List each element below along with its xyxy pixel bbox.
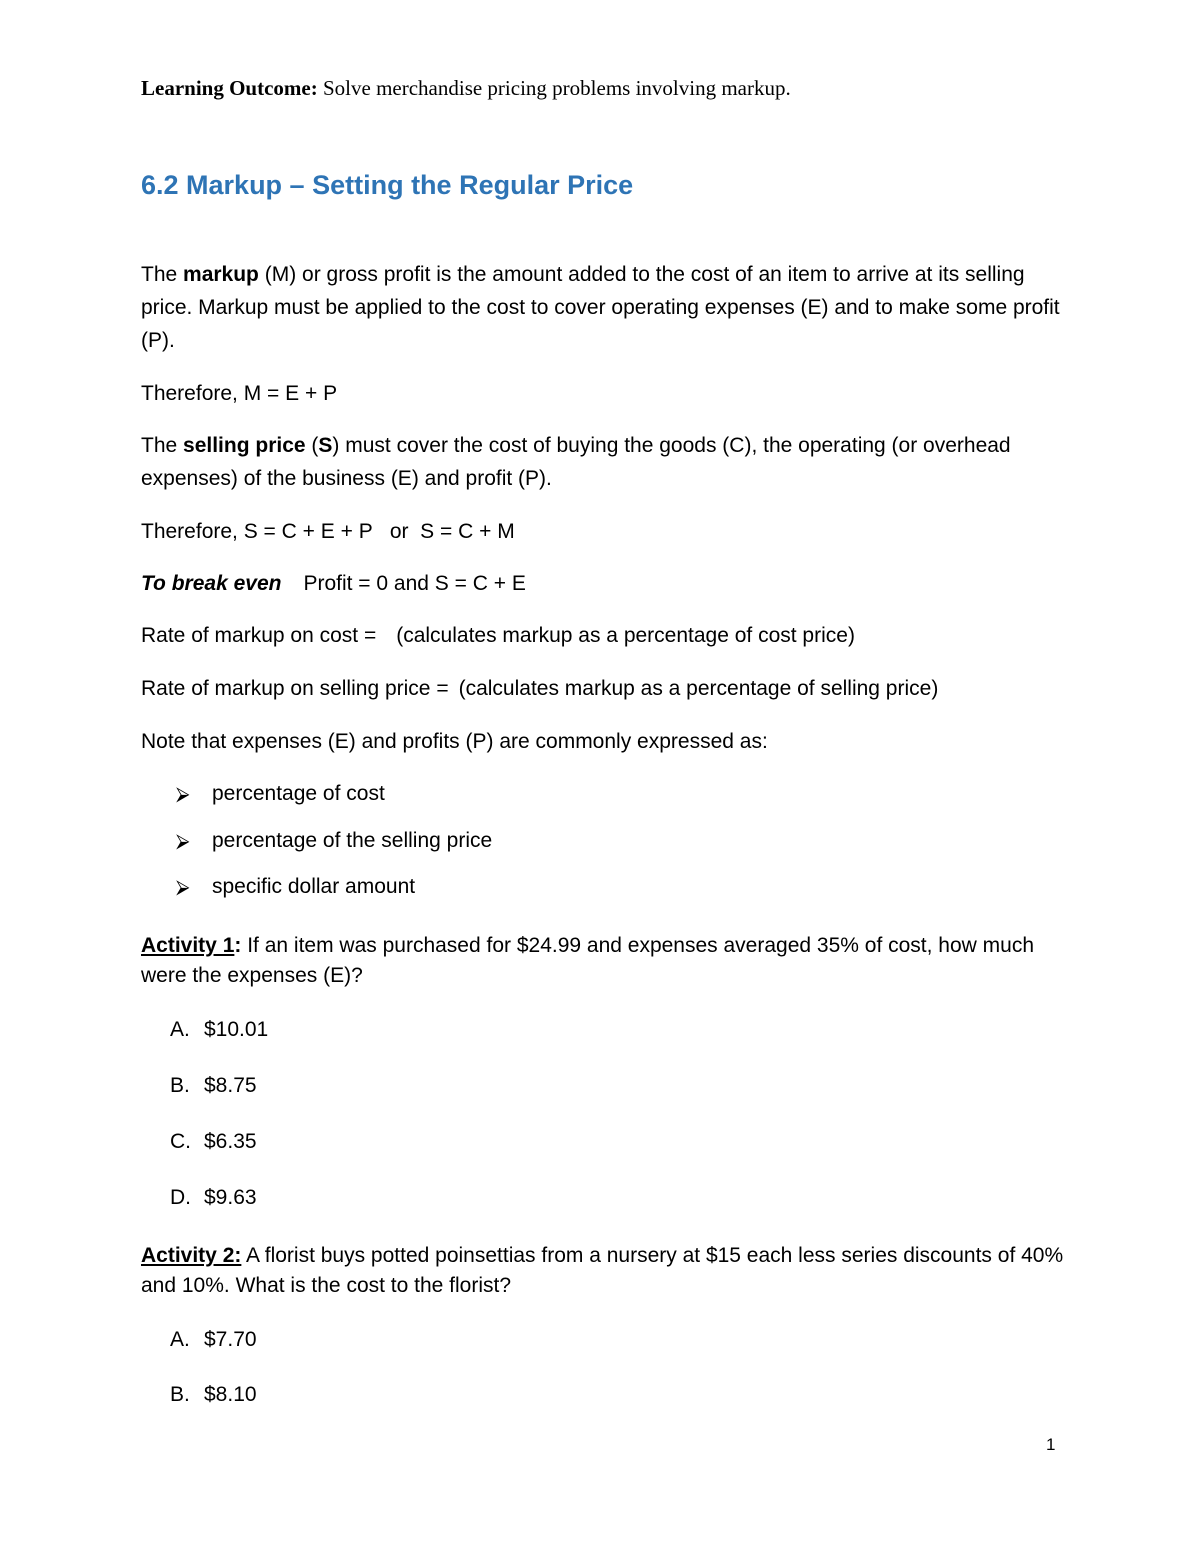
rate-markup-selling: [141, 676, 938, 702]
markup-definition-text-1: The: [141, 263, 184, 286]
option-value: $10.01: [204, 1018, 269, 1041]
activity-1-text: If an item was purchased for $24.99 and expenses averaged 35% of cost, how much were the expenses (E)?: [141, 934, 1035, 987]
note-text: Note that expenses (E) and profits (P) are commonly expressed as:: [141, 730, 768, 753]
option-letter: A.: [170, 1328, 190, 1351]
option-value: $8.75: [204, 1074, 257, 1097]
activity-2-option-b: [170, 1382, 257, 1408]
list-item: [176, 781, 385, 808]
selling-price-definition: [141, 429, 1071, 495]
activity-1-question: [141, 931, 1071, 991]
selling-text-2: (: [305, 434, 319, 457]
formula-markup: Therefore, M = E + P: [141, 382, 338, 405]
activity-1-label: Activity 1: [141, 934, 235, 957]
learning-outcome-label: Learning Outcome:: [141, 76, 318, 100]
option-value: $7.70: [204, 1328, 257, 1351]
arrow-bullet-icon: ⮚: [176, 877, 190, 898]
selling-symbol: S: [318, 434, 333, 457]
break-even-text: Profit = 0 and S = C + E: [303, 572, 526, 595]
arrow-bullet-icon: ⮚: [176, 784, 190, 805]
selling-text-1: The: [141, 434, 184, 457]
activity-1-colon: :: [234, 934, 242, 957]
activity-1-option-a: [170, 1017, 268, 1043]
rate-selling-text: (calculates markup as a percentage of selling price): [458, 677, 939, 700]
markup-definition-text-2: (M) or gross profit is the amount added to the cost of an item to arrive at its selling price. Markup must be applied to the cost to cover operating expenses (E) and to make some profit (P).: [141, 263, 1060, 352]
option-letter: B.: [170, 1383, 190, 1406]
activity-1-option-b: [170, 1073, 257, 1099]
bullet-text: specific dollar amount: [212, 875, 416, 898]
activity-1-option-c: [170, 1129, 257, 1155]
option-letter: B.: [170, 1074, 190, 1097]
break-even: [141, 571, 526, 597]
option-letter: D.: [170, 1186, 191, 1209]
markup-term: markup: [183, 263, 259, 286]
rate-selling-label: Rate of markup on selling price =: [141, 677, 449, 700]
option-letter: C.: [170, 1130, 191, 1153]
learning-outcome-text: Solve merchandise pricing problems involving markup.: [322, 76, 791, 100]
rate-markup-cost: [141, 623, 855, 649]
activity-2-label: Activity 2:: [141, 1244, 242, 1267]
page-number: 1: [1046, 1435, 1056, 1454]
rate-cost-text: (calculates markup as a percentage of cost price): [396, 624, 855, 647]
activity-2-text: A florist buys potted poinsettias from a nursery at $15 each less series discounts of 40% and 10%. What is the cost to the florist?: [141, 1244, 1064, 1297]
bullet-text: percentage of cost: [212, 782, 385, 805]
activity-2-question: [141, 1241, 1071, 1301]
bullet-text: percentage of the selling price: [212, 829, 493, 852]
list-item: [176, 874, 415, 901]
option-value: $6.35: [204, 1130, 257, 1153]
formula-selling-price: Therefore, S = C + E + P or S = C + M: [141, 520, 515, 543]
arrow-bullet-icon: ⮚: [176, 831, 190, 852]
option-value: $9.63: [204, 1186, 257, 1209]
learning-outcome: [141, 75, 791, 101]
selling-text-3: ) must cover the cost of buying the goods (C), the operating (or overhead expenses) of the business (E) and profit (P).: [141, 434, 1011, 490]
selling-price-term: selling price: [183, 434, 306, 457]
activity-2-option-a: [170, 1327, 257, 1353]
option-value: $8.10: [204, 1383, 257, 1406]
section-title: 6.2 Markup – Setting the Regular Price: [141, 170, 634, 200]
rate-cost-label: Rate of markup on cost =: [141, 624, 377, 647]
markup-definition: [141, 258, 1071, 357]
list-item: [176, 828, 492, 855]
activity-1-option-d: [170, 1185, 257, 1211]
option-letter: A.: [170, 1018, 190, 1041]
break-even-label: To break even: [141, 572, 282, 595]
